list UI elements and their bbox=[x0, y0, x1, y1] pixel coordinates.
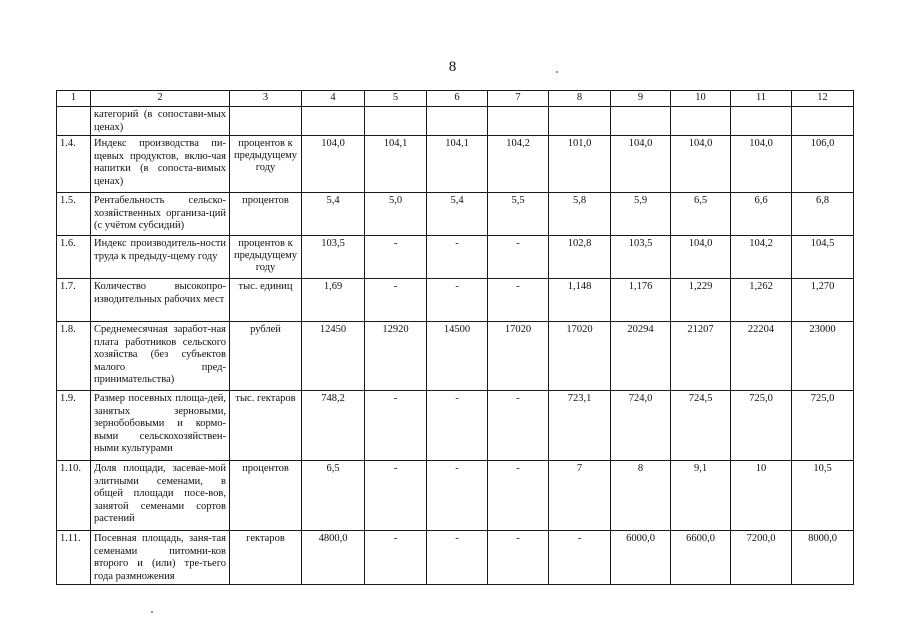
value-cell: - bbox=[365, 461, 427, 531]
row-number bbox=[57, 107, 91, 136]
indicator-name: Количество высокопро-изводительных рабочих мест bbox=[91, 279, 230, 322]
row-number: 1.5. bbox=[57, 193, 91, 236]
value-cell: 724,0 bbox=[611, 391, 671, 461]
value-cell bbox=[671, 107, 731, 136]
column-header: 4 bbox=[302, 91, 365, 107]
value-cell: 725,0 bbox=[731, 391, 792, 461]
value-cell: 724,5 bbox=[671, 391, 731, 461]
value-cell: 102,8 bbox=[549, 236, 611, 279]
value-cell: 1,69 bbox=[302, 279, 365, 322]
value-cell: 6,5 bbox=[302, 461, 365, 531]
value-cell: - bbox=[365, 236, 427, 279]
value-cell: 106,0 bbox=[792, 136, 854, 193]
indicator-name: Доля площади, засевае-мой элитными семенами, в общей площади посе-вов, занятой семенами сортов растений bbox=[91, 461, 230, 531]
table-row bbox=[57, 531, 854, 585]
value-cell: 10,5 bbox=[792, 461, 854, 531]
value-cell: 5,5 bbox=[488, 193, 549, 236]
column-header: 3 bbox=[230, 91, 302, 107]
value-cell: 12450 bbox=[302, 322, 365, 391]
row-number: 1.9. bbox=[57, 391, 91, 461]
value-cell: - bbox=[427, 531, 488, 585]
value-cell: 104,0 bbox=[671, 236, 731, 279]
page-number: 8 bbox=[448, 59, 457, 75]
value-cell: 7200,0 bbox=[731, 531, 792, 585]
value-cell: 1,229 bbox=[671, 279, 731, 322]
value-cell: 5,4 bbox=[302, 193, 365, 236]
row-number: 1.7. bbox=[57, 279, 91, 322]
value-cell: - bbox=[365, 531, 427, 585]
value-cell: 5,9 bbox=[611, 193, 671, 236]
indicator-name: Среднемесячная заработ-ная плата работников сельского хозяйства (без субъектов малого пред-принимательства) bbox=[91, 322, 230, 391]
value-cell: 1,148 bbox=[549, 279, 611, 322]
value-cell: - bbox=[488, 236, 549, 279]
value-cell: 104,1 bbox=[365, 136, 427, 193]
row-number: 1.6. bbox=[57, 236, 91, 279]
unit-of-measure bbox=[230, 107, 302, 136]
indicator-name: Индекс производитель-ности труда к предыду-щему году bbox=[91, 236, 230, 279]
table-row bbox=[57, 236, 854, 279]
value-cell: 104,0 bbox=[731, 136, 792, 193]
value-cell: 104,0 bbox=[671, 136, 731, 193]
value-cell bbox=[611, 107, 671, 136]
value-cell: - bbox=[427, 461, 488, 531]
value-cell: 1,262 bbox=[731, 279, 792, 322]
table-header-row bbox=[57, 91, 854, 107]
value-cell: 22204 bbox=[731, 322, 792, 391]
value-cell: 104,2 bbox=[488, 136, 549, 193]
value-cell: 6600,0 bbox=[671, 531, 731, 585]
value-cell: 12920 bbox=[365, 322, 427, 391]
row-number: 1.10. bbox=[57, 461, 91, 531]
indicator-name: категорий (в сопостави-мых ценах) bbox=[91, 107, 230, 136]
value-cell: 5,8 bbox=[549, 193, 611, 236]
value-cell bbox=[549, 107, 611, 136]
unit-of-measure: рублей bbox=[230, 322, 302, 391]
value-cell: 104,0 bbox=[302, 136, 365, 193]
value-cell: 9,1 bbox=[671, 461, 731, 531]
value-cell: - bbox=[427, 236, 488, 279]
value-cell bbox=[488, 107, 549, 136]
column-header: 5 bbox=[365, 91, 427, 107]
column-header: 7 bbox=[488, 91, 549, 107]
unit-of-measure: гектаров bbox=[230, 531, 302, 585]
value-cell: 1,270 bbox=[792, 279, 854, 322]
value-cell: - bbox=[365, 391, 427, 461]
value-cell: 104,2 bbox=[731, 236, 792, 279]
unit-of-measure: процентов bbox=[230, 193, 302, 236]
value-cell: - bbox=[427, 391, 488, 461]
value-cell: 104,1 bbox=[427, 136, 488, 193]
value-cell: 1,176 bbox=[611, 279, 671, 322]
table-row bbox=[57, 193, 854, 236]
table-row bbox=[57, 391, 854, 461]
table-row bbox=[57, 461, 854, 531]
value-cell: 17020 bbox=[549, 322, 611, 391]
value-cell: 103,5 bbox=[611, 236, 671, 279]
column-header: 6 bbox=[427, 91, 488, 107]
value-cell: 5,0 bbox=[365, 193, 427, 236]
value-cell: - bbox=[427, 279, 488, 322]
row-number: 1.8. bbox=[57, 322, 91, 391]
table-row bbox=[57, 279, 854, 322]
unit-of-measure: процентов bbox=[230, 461, 302, 531]
value-cell: 6,8 bbox=[792, 193, 854, 236]
scan-speck bbox=[151, 611, 153, 613]
column-header: 10 bbox=[671, 91, 731, 107]
column-header: 11 bbox=[731, 91, 792, 107]
table-row bbox=[57, 107, 854, 136]
value-cell: - bbox=[488, 391, 549, 461]
unit-of-measure: процентов к предыдущему году bbox=[230, 236, 302, 279]
value-cell: 23000 bbox=[792, 322, 854, 391]
row-number: 1.4. bbox=[57, 136, 91, 193]
value-cell: 20294 bbox=[611, 322, 671, 391]
value-cell: 17020 bbox=[488, 322, 549, 391]
value-cell: 8 bbox=[611, 461, 671, 531]
value-cell: 6,6 bbox=[731, 193, 792, 236]
row-number: 1.11. bbox=[57, 531, 91, 585]
value-cell: 5,4 bbox=[427, 193, 488, 236]
value-cell: - bbox=[549, 531, 611, 585]
unit-of-measure: процентов к предыдущему году bbox=[230, 136, 302, 193]
column-header: 12 bbox=[792, 91, 854, 107]
value-cell bbox=[792, 107, 854, 136]
value-cell: - bbox=[488, 531, 549, 585]
table-row bbox=[57, 136, 854, 193]
value-cell: 101,0 bbox=[549, 136, 611, 193]
value-cell: 103,5 bbox=[302, 236, 365, 279]
value-cell bbox=[731, 107, 792, 136]
column-header: 1 bbox=[57, 91, 91, 107]
value-cell: 4800,0 bbox=[302, 531, 365, 585]
scan-speck bbox=[556, 71, 558, 73]
value-cell: 723,1 bbox=[549, 391, 611, 461]
indicators-table bbox=[56, 90, 854, 585]
value-cell: 10 bbox=[731, 461, 792, 531]
column-header: 2 bbox=[91, 91, 230, 107]
indicator-name: Размер посевных площа-дей, занятых зерновыми, зернобобовыми и кормо-выми сельскохозяйствен-ными культурами bbox=[91, 391, 230, 461]
value-cell: 21207 bbox=[671, 322, 731, 391]
column-header: 9 bbox=[611, 91, 671, 107]
value-cell: 14500 bbox=[427, 322, 488, 391]
value-cell bbox=[427, 107, 488, 136]
value-cell: 6,5 bbox=[671, 193, 731, 236]
value-cell: - bbox=[488, 279, 549, 322]
value-cell bbox=[302, 107, 365, 136]
column-header: 8 bbox=[549, 91, 611, 107]
value-cell: 7 bbox=[549, 461, 611, 531]
unit-of-measure: тыс. единиц bbox=[230, 279, 302, 322]
indicator-name: Рентабельность сельско-хозяйственных организа-ций (с учётом субсидий) bbox=[91, 193, 230, 236]
indicator-name: Посевная площадь, заня-тая семенами питомни-ков второго и (или) тре-тьего года размножения bbox=[91, 531, 230, 585]
value-cell: 8000,0 bbox=[792, 531, 854, 585]
table-row bbox=[57, 322, 854, 391]
value-cell: 748,2 bbox=[302, 391, 365, 461]
value-cell: 104,5 bbox=[792, 236, 854, 279]
value-cell: 104,0 bbox=[611, 136, 671, 193]
value-cell: 725,0 bbox=[792, 391, 854, 461]
value-cell: - bbox=[365, 279, 427, 322]
indicator-name: Индекс производства пи-щевых продуктов, вклю-чая напитки (в сопоста-вимых ценах) bbox=[91, 136, 230, 193]
value-cell: - bbox=[488, 461, 549, 531]
value-cell bbox=[365, 107, 427, 136]
value-cell: 6000,0 bbox=[611, 531, 671, 585]
unit-of-measure: тыс. гектаров bbox=[230, 391, 302, 461]
